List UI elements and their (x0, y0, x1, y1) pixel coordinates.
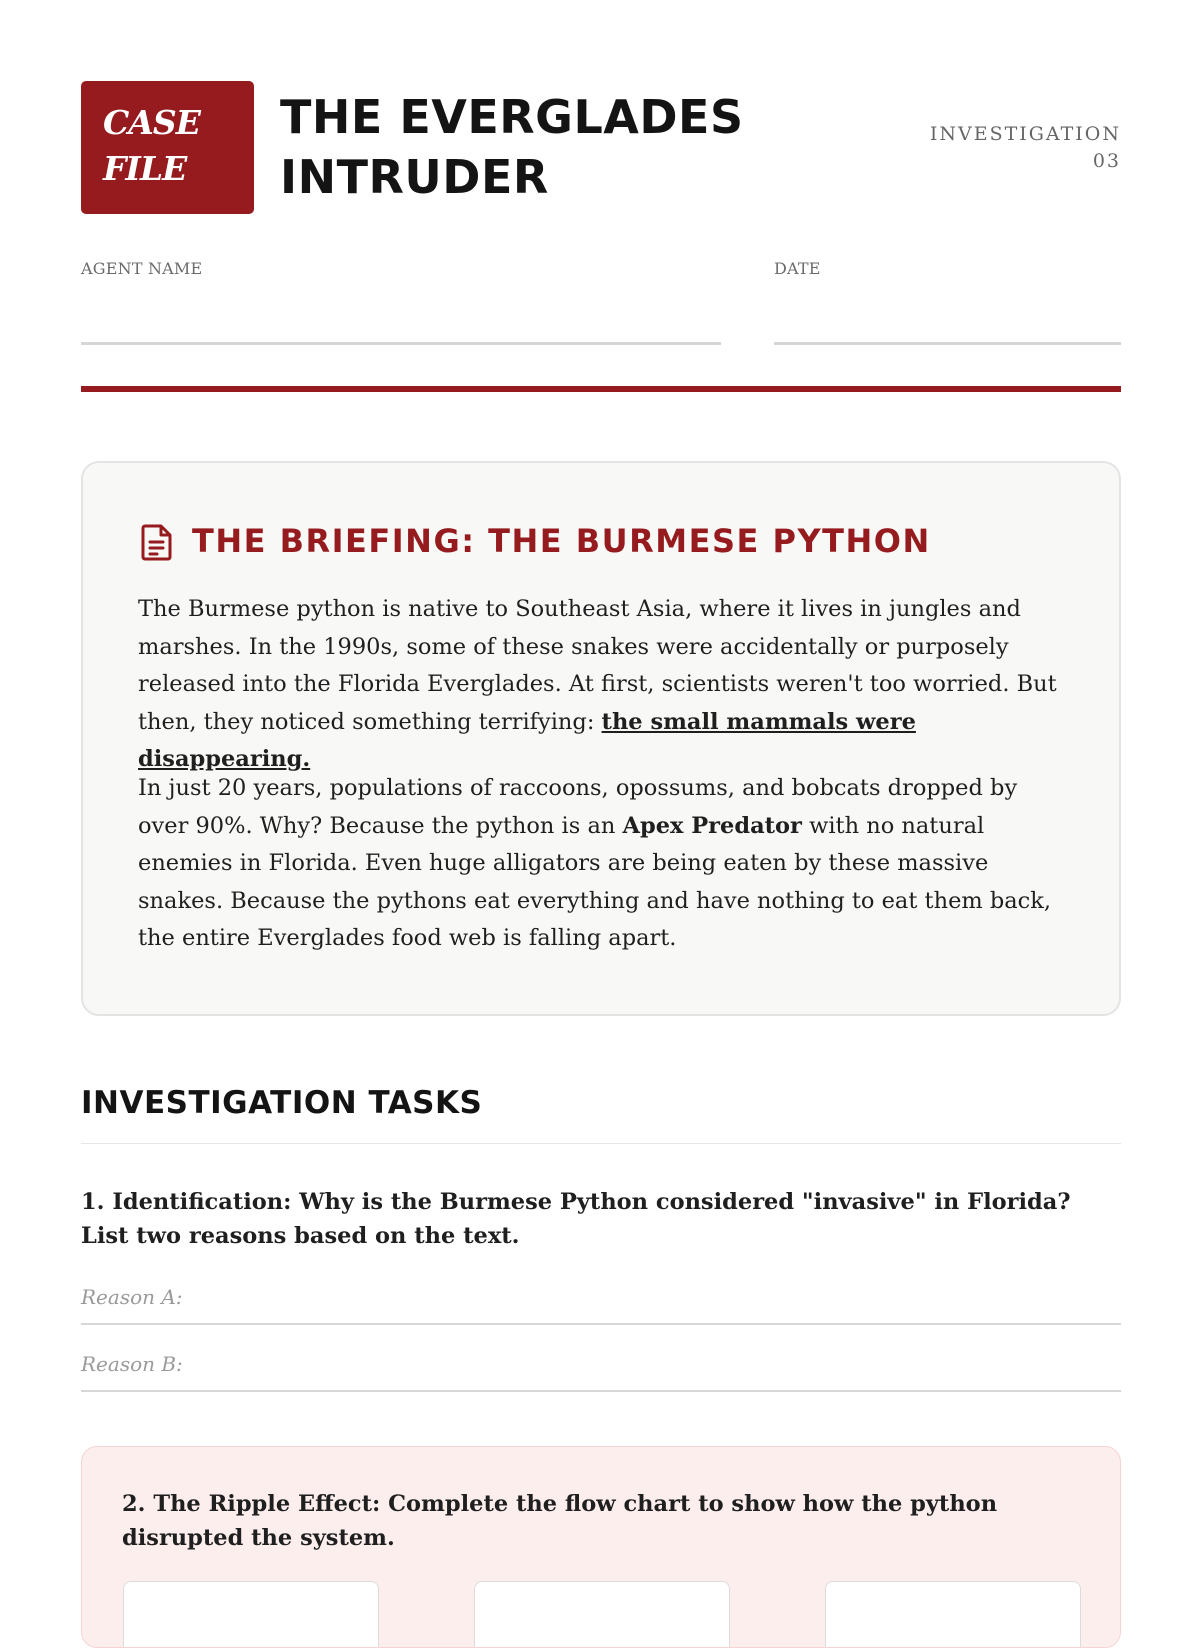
investigation-label: INVESTIGATION (929, 123, 1121, 145)
date-field[interactable] (774, 342, 1121, 345)
briefing-p1-text: The Burmese python is native to Southeast Asia, where it lives in jungles and marshes. In the 1990s, some of these snakes were accidentally or purposely released into the Florida Everglades. At first, scientists weren't too worried. But then, they noticed something terrifying: (138, 596, 1057, 735)
flow-chart-box-3[interactable] (825, 1581, 1081, 1648)
header-divider (81, 386, 1121, 392)
briefing-p1-emphasis: the small mammals were disappearing. (138, 708, 916, 772)
reason-b-line[interactable] (81, 1390, 1121, 1392)
agent-name-label: AGENT NAME (81, 259, 203, 278)
briefing-p2-before: In just 20 years, populations of raccoons, opossums, and bobcats dropped by over 90%. Why? Because the python is an (138, 775, 1018, 839)
investigation-number (930, 121, 1121, 175)
document-icon (140, 523, 174, 561)
tasks-title: INVESTIGATION TASKS (81, 1085, 483, 1121)
case-file-badge (81, 81, 254, 214)
briefing-p2-bold: Apex Predator (622, 812, 802, 839)
briefing-paragraph-1 (138, 591, 1058, 779)
briefing-p2-after: with no natural enemies in Florida. Even huge alligators are being eaten by these massive snakes. Because the pythons eat everything and have nothing to eat them back, the entire Everglades food web is falling apart. (138, 812, 1052, 951)
page-title: THE EVERGLADES INTRUDER (280, 90, 744, 204)
header (81, 81, 1121, 215)
agent-name-field[interactable] (81, 342, 721, 345)
badge-line-1: CASE (103, 103, 200, 142)
reason-a-label: Reason A: (81, 1285, 183, 1309)
briefing-paragraph-2 (138, 770, 1058, 958)
ripple-effect-card (81, 1446, 1121, 1648)
investigation-value: 03 (1092, 150, 1121, 172)
flow-chart-box-1[interactable] (123, 1581, 379, 1648)
question-2: 2. The Ripple Effect: Complete the flow chart to show how the python disrupted the system. (122, 1491, 998, 1551)
tasks-divider (81, 1143, 1121, 1144)
question-1: 1. Identification: Why is the Burmese Python considered "invasive" in Florida? List two reasons based on the text. (81, 1189, 1071, 1249)
flow-chart-box-2[interactable] (474, 1581, 730, 1648)
briefing-card (81, 461, 1121, 1016)
reason-a-line[interactable] (81, 1323, 1121, 1325)
briefing-title: THE BRIEFING: THE BURMESE PYTHON (192, 522, 931, 560)
badge-line-2: FILE (103, 149, 187, 188)
reason-b-label: Reason B: (81, 1352, 183, 1376)
date-label: DATE (774, 259, 821, 278)
